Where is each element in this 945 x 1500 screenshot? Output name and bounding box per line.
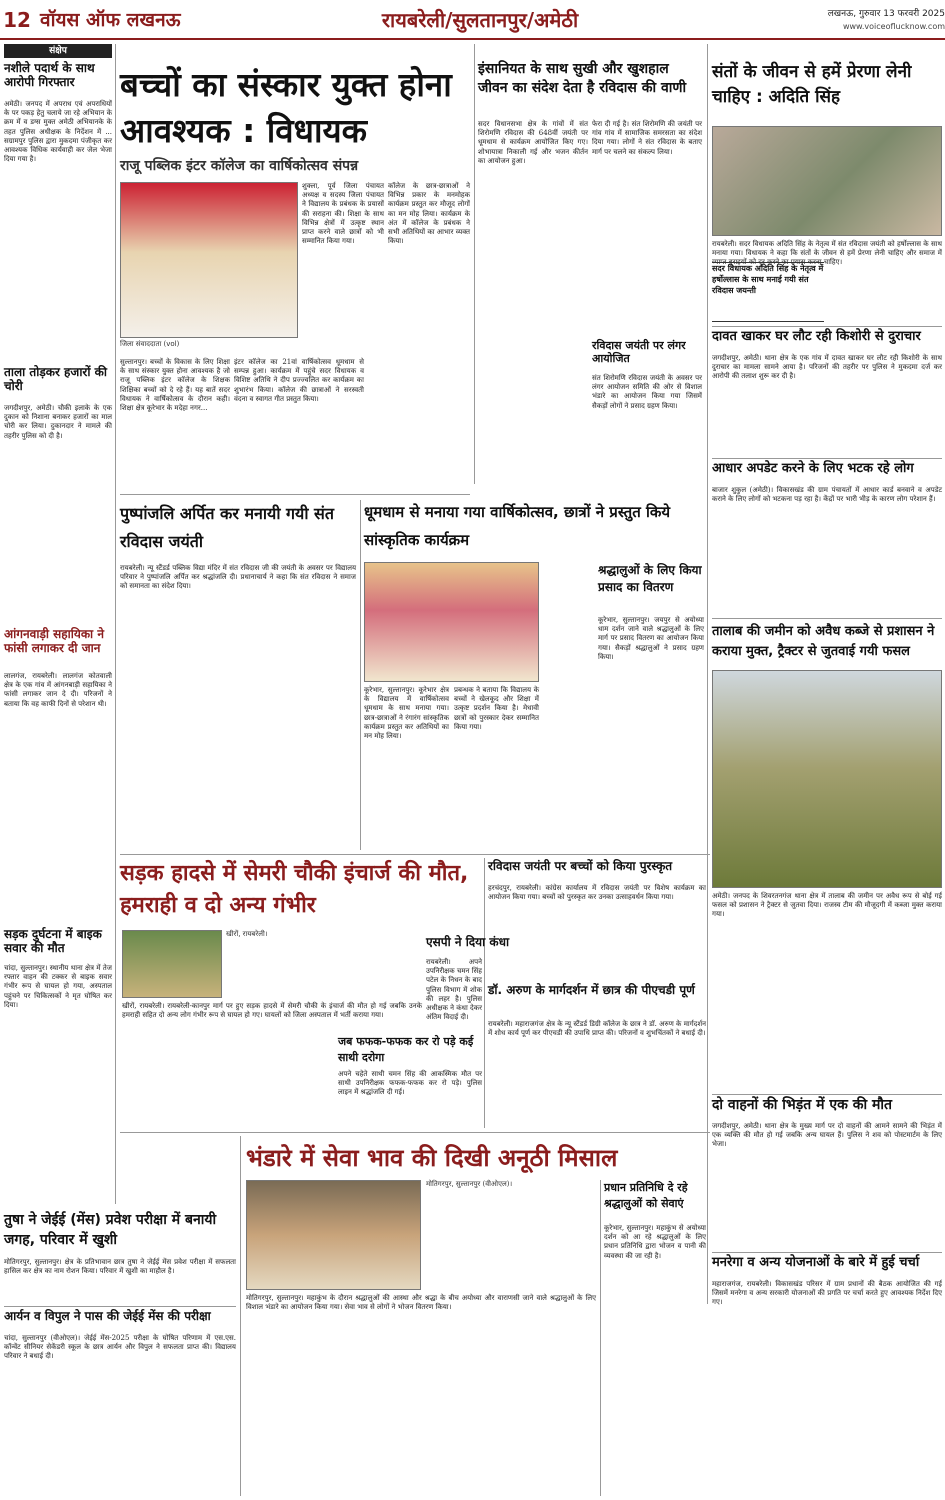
bhandara-photo-caption: मोतिगरपुर, सुल्तानपुर (वीओएल)। — [426, 1180, 513, 1188]
collision-headline: दो वाहनों की भिड़ंत में एक की मौत — [712, 1097, 892, 1113]
bhandara-headline: भंडारे में सेवा भाव की दिखी अनूठी मिसाल — [246, 1144, 618, 1172]
lead-text-2: इंटर कॉलेज का 21वां वार्षिकोत्सव धूमधाम से सम्पन्न हुआ। कार्यक्रम में पहुंचे सदर विधायक व विशिष्ट अतिथि ने दीप प्रज्ज्वलित कर कार्यक्रम का शुभारंभ किया। कॉलेज की छात्राओं ने सरस्वती वंदना व स्वागत गीत प्रस्तुत किया। — [234, 358, 364, 403]
semri-photo-caption: खीरों, रायबरेली। — [226, 930, 268, 938]
talab-photo — [712, 670, 942, 888]
brief-item-2-title: ताला तोड़कर हजारों की चोरी — [4, 365, 107, 393]
lead-subhead: राजू पब्लिक इंटर कॉलेज का वार्षिकोत्सव संपन्न — [120, 158, 359, 174]
ravidas-kids-text: हरचंदपुर, रायबरेली। कांग्रेस कार्यालय में रविदास जयंती पर विशेष कार्यक्रम का आयोजन किया गया। बच्चों को पुरस्कृत कर उनका उत्साहवर्धन किया गया। — [488, 884, 706, 902]
jee-text: मोतिगरपुर, सुल्तानपुर। क्षेत्र के प्रतिभावान छात्र तुषा ने जेईई मेंस प्रवेश परीक्षा में सफलता हासिल कर क्षेत्र का नाम रोशन किया। परिवार में खुशी का माहौल है। — [4, 1258, 236, 1276]
ravidas-text-3: संत शिरोमणि रविदास जयंती के अवसर पर लंगर आयोजन समिति की ओर से विशाल भंडारे का आयोजन किया गया जिसमें सैकड़ों लोगों ने प्रसाद ग्रहण किया। — [592, 374, 702, 410]
pradhan-headline: प्रधान प्रतिनिधि दे रहे श्रद्धालुओं को सेवाएं — [604, 1181, 688, 1210]
dawat-headline: दावत खाकर घर लौट रही किशोरी से दुराचार — [712, 329, 921, 344]
pushpanjali-headline: पुष्पांजलि अर्पित कर मनायी गयी संत रविदास जयंती — [120, 504, 334, 551]
ravidas-text-1: सदर विधानसभा क्षेत्र के गांवों में संत शिरोमणि रविदास की 648वीं जयंती पर धूमधाम से कार्यक्रम आयोजित किए गए। शोभायात्रा निकाली गई और भजन कीर्तन का आयोजन हुआ। — [478, 120, 588, 165]
aditi-photo — [712, 126, 942, 236]
ravidas-subhead-2: रविदास जयंती पर लंगर आयोजित — [592, 339, 686, 365]
page-number: 12 — [3, 8, 31, 32]
aditi-side-caption: सदर विधायक अदिति सिंह के नेतृत्व में हर्षोल्लास के साथ मनाई गयी संत रविदास जयन्ती — [712, 262, 824, 322]
masthead — [0, 0, 945, 40]
brief-item-4-text: चांदा, सुल्तानपुर। स्थानीय थाना क्षेत्र में तेज रफ्तार वाहन की टक्कर से बाइक सवार गंभीर रूप से घायल हो गया, अस्पताल पहुंचने पर चिकित्सकों ने मृत घोषित कर दिया। — [4, 964, 112, 1009]
annual-text-1: कूरेभार, सुल्तानपुर। कूरेभार क्षेत्र के विद्यालय में वार्षिकोत्सव धूमधाम के साथ मनाया गया। छात्र-छात्राओं ने रंगारंग सांस्कृतिक कार्यक्रम प्रस्तुत कर अतिथियों का मन मोह लिया। — [364, 686, 449, 741]
lead-text-1: सुल्तानपुर। बच्चों के विकास के लिए शिक्षा के साथ संस्कार युक्त होना आवश्यक है जो राजू पब्लिक इंटर कॉलेज के शिक्षक शिक्षिका बच्चों को दे रहे हैं। यह बातें सदर विधायक ने वार्षिकोत्सव के दौरान कही। शिक्षा क्षेत्र कूरेभार के मदेहा नगर... — [120, 358, 230, 413]
pradhan-text: कूरेभार, सुल्तानपुर। महाकुंभ से अयोध्या दर्शन को आ रहे श्रद्धालुओं के लिए प्रधान प्रतिनिधि द्वारा भोजन व पानी की व्यवस्था की जा रही है। — [604, 1224, 706, 1260]
aryan-headline: आर्यन व विपुल ने पास की जेईई मेंस की परीक्षा — [4, 1309, 211, 1323]
arun-headline: डॉ. अरुण के मार्गदर्शन में छात्र की पीएचडी पूर्ण — [488, 983, 695, 997]
aditi-text: रायबरेली। सदर विधायक अदिति सिंह के नेतृत्व में संत रविदास जयंती को हर्षोल्लास के साथ मनाया गया। विधायक ने कहा कि संतों के जीवन से हमें प्रेरणा लेनी चाहिए और समाज में व्याप्त बुराइयों को दूर करने का प्रयास करना चाहिए। — [712, 240, 942, 267]
annual-text-3 — [544, 562, 594, 848]
lead-text-3: शुक्ला, पूर्व जिला पंचायत अध्यक्ष व सदस्य जिला पंचायत ने विद्यालय के प्रबंधक के प्रयासों की सराहना की। शिक्षा के साथ विभिन्न क्षेत्रों में उत्कृष्ट स्थान प्राप्त करने वाले छात्रों को भी सम्मानित किया गया। — [302, 182, 384, 246]
aditi-text-cont — [828, 262, 942, 322]
brief-item-1-title: नशीले पदार्थ के साथ आरोपी गिरफ्तार — [4, 61, 95, 89]
lead-photo-caption: जिला संवाददाता (vol) — [120, 340, 180, 348]
ravidas-text-2: फेरा दी गई है। संत शिरोमणि की जयंती पर गांव गांव में सामाजिक समरसता का संदेश दिया गया। लोगों ने संत रविदास के बताए मार्ग पर चलने का संकल्प लिया। — [592, 120, 702, 156]
lead-photo — [120, 182, 298, 338]
semri-headline: सड़क हादसे में सेमरी चौकी इंचार्ज की मौत, हमराही व दो अन्य गंभीर — [120, 861, 469, 918]
phafak-text: अपने चहेते साथी चमन सिंह की आकस्मिक मौत पर साथी उपनिरीक्षक फफक-फफक कर रो पड़े। पुलिस लाइन में श्रद्धांजलि दी गई। — [338, 1070, 482, 1097]
dateline: लखनऊ, गुरुवार 13 फरवरी 2025 — [827, 9, 945, 19]
lead-headline: बच्चों का संस्कार युक्त होना आवश्यक : विधायक — [120, 65, 452, 150]
bhandara-photo — [246, 1180, 421, 1290]
ravidas-headline: इंसानियत के साथ सुखी और खुशहाल जीवन का संदेश देता है रविदास की वाणी — [478, 61, 687, 96]
annual-text-2: प्रबन्धक ने बताया कि विद्यालय के बच्चों ने खेलकूद और शिक्षा में उत्कृष्ट प्रदर्शन किया है। मेधावी छात्रों को पुरस्कार देकर सम्मानित किया गया। — [454, 686, 539, 731]
semri-photo — [122, 930, 222, 998]
phafak-headline: जब फफक-फफक कर रो पड़े कई साथी दरोगा — [338, 1035, 474, 1064]
talab-headline: तालाब की जमीन को अवैध कब्जे से प्रशासन ने कराया मुक्त, ट्रैक्टर से जुतवाई गयी फसल — [712, 624, 935, 659]
brief-label: संक्षेप — [4, 44, 112, 58]
talab-text: अमेठी। जनपद के शिवरतनगंज थाना क्षेत्र में तालाब की जमीन पर अवैध रूप से बोई गई फसल को प्रशासन ने ट्रैक्टर से जुतवा दिया। राजस्व टीम की मौजूदगी में कब्जा मुक्त कराया गया। — [712, 892, 942, 919]
manrega-headline: मनरेगा व अन्य योजनाओं के बारे में हुई चर्चा — [712, 1255, 920, 1270]
section-name: रायबरेली/सुलतानपुर/अमेठी — [381, 8, 579, 32]
annual-headline: धूमधाम से मनाया गया वार्षिकोत्सव, छात्रों ने प्रस्तुत किये सांस्कृतिक कार्यक्रम — [364, 503, 671, 549]
paper-name: वॉयस ऑफ लखनऊ — [40, 9, 181, 31]
aryan-text: चांदा, सुल्तानपुर (वीओएल)। जेईई मेंस-2025 परीक्षा के घोषित परिणाम में एस.एस. कॉन्वेंट सीनियर सेकेंडरी स्कूल के छात्र आर्यन और विपुल ने सफलता प्राप्त की। विद्यालय परिवार ने बधाई दी। — [4, 1334, 236, 1361]
dawat-text: जगदीशपुर, अमेठी। थाना क्षेत्र के एक गांव में दावत खाकर घर लौट रही किशोरी के साथ दुराचार का मामला सामने आया है। परिजनों की तहरीर पर पुलिस ने मुकदमा दर्ज कर आरोपी की तलाश शुरू कर दी है। — [712, 354, 942, 381]
aadhaar-headline: आधार अपडेट करने के लिए भटक रहे लोग — [712, 461, 914, 476]
bhandara-text: मोतिगरपुर, सुल्तानपुर। महाकुंभ के दौरान श्रद्धालुओं की आस्था और श्रद्धा के बीच अयोध्या और वाराणसी जाने वाले श्रद्धालुओं के लिए विशाल भंडारे का आयोजन किया गया। सेवा भाव से लोगों ने भोजन वितरण किया। — [246, 1294, 596, 1312]
brief-column — [4, 44, 112, 984]
ravidas-kids-headline: रविदास जयंती पर बच्चों को किया पुरस्कृत — [488, 859, 673, 873]
annual-photo — [364, 562, 539, 682]
brief-item-2-text: जगदीशपुर, अमेठी। चौकी इलाके के एक दुकान को निशाना बनाकर हजारों का माल चोरी कर लिया। दुकानदार ने मामले की तहरीर पुलिस को दी है। — [4, 404, 112, 440]
arun-text: रायबरेली। महाराजगंज क्षेत्र के न्यू स्टैंडर्ड डिग्री कॉलेज के छात्र ने डॉ. अरुण के मार्गदर्शन में शोध कार्य पूर्ण कर पीएचडी की उपाधि प्राप्त की। परिजनों व शुभचिंतकों ने बधाई दी। — [488, 1020, 706, 1038]
brief-item-3-title: आंगनवाड़ी सहायिका ने फांसी लगाकर दी जान — [4, 627, 104, 655]
pushpanjali-text: रायबरेली। न्यू स्टैंडर्ड पब्लिक विद्या मंदिर में संत रविदास जी की जयंती के अवसर पर विद्यालय परिवार ने पुष्पांजलि अर्पित कर श्रद्धांजलि दी। प्रधानाचार्य ने कहा कि संत रविदास ने समाज को समानता का संदेश दिया। — [120, 564, 356, 591]
website: www.voiceoflucknow.com — [842, 22, 945, 31]
brief-item-1-text: अमेठी। जनपद में अपराध एवं अपराधियों के पर पकड़ हेतु चलाये जा रहे अभियान के क्रम में व डग्स मुक्त अमेठी अभियानके के तहत पुलिस अधीक्षक के निर्देशन में ... सग्रामपुर पुलिस द्वारा मुकदमा पंजीकृत कर आवश्यक विधिक कार्यवाही कर जेल भेजा दिया गया है। — [4, 100, 112, 164]
jee-headline: तुषा ने जेईई (मेंस) प्रवेश परीक्षा में बनायी जगह, परिवार में खुशी — [4, 1212, 217, 1248]
sp-text: रायबरेली। अपने उपनिरीक्षक चमन सिंह पटेल के निधन के बाद पुलिस विभाग में शोक की लहर है। पुलिस अधीक्षक ने कंधा देकर अंतिम विदाई दी। — [426, 958, 482, 1022]
aditi-headline: संतों के जीवन से हमें प्रेरणा लेनी चाहिए : अदिति सिंह — [712, 62, 912, 107]
semri-text: खीरों, रायबरेली। रायबरेली-कानपुर मार्ग पर हुए सड़क हादसे में सेमरी चौकी के इंचार्ज की मौत हो गई जबकि उनके हमराही सहित दो अन्य लोग गंभीर रूप से घायल हो गए। घायलों को जिला अस्पताल में भर्ती कराया गया। — [122, 1002, 422, 1020]
prasad-text: कूरेभार, सुल्तानपुर। जयपुर से अयोध्या धाम दर्शन जाने वाले श्रद्धालुओं के लिए मार्ग पर प्रसाद वितरण का आयोजन किया गया। सैकड़ों श्रद्धालुओं ने प्रसाद ग्रहण किया। — [598, 616, 704, 661]
brief-item-3-text: लालगंज, रायबरेली। लालगंज कोतवाली क्षेत्र के एक गांव में आंगनबाड़ी सहायिका ने फांसी लगाकर जान दे दी। परिजनों ने बताया कि वह काफी दिनों से परेशान थी। — [4, 672, 112, 708]
aadhaar-text: बाजार शुकुल (अमेठी)। विकासखंड की ग्राम पंचायतों में आधार कार्ड बनवाने व अपडेट कराने के लिए लोगों को भटकना पड़ रहा है। केंद्रों पर भारी भीड़ के कारण लोग परेशान हैं। — [712, 486, 942, 504]
collision-text: जगदीशपुर, अमेठी। थाना क्षेत्र के मुख्य मार्ग पर दो वाहनों की आमने सामने की भिड़ंत में एक व्यक्ति की मौत हो गई जबकि अन्य घायल हैं। पुलिस ने शव को पोस्टमार्टम के लिए भेजा। — [712, 1122, 942, 1149]
prasad-headline: श्रद्धालुओं के लिए किया प्रसाद का वितरण — [598, 563, 702, 594]
sp-headline: एसपी ने दिया कंधा — [426, 935, 510, 949]
brief-item-4-title: सड़क दुर्घटना में बाइक सवार की मौत — [4, 927, 102, 955]
manrega-text: महाराजगंज, रायबरेली। विकासखंड परिसर में ग्राम प्रधानों की बैठक आयोजित की गई जिसमें मनरेगा व अन्य सरकारी योजनाओं की प्रगति पर चर्चा करते हुए आवश्यक निर्देश दिए गए। — [712, 1280, 942, 1307]
lead-text-4: कॉलेज के छात्र-छात्राओं ने विभिन्न प्रकार के मनमोहक कार्यक्रम प्रस्तुत कर मौजूद लोगों का मन मोह लिया। कार्यक्रम के अंत में कॉलेज के प्रबंधक ने सभी अतिथियों का आभार व्यक्त किया। — [388, 182, 470, 246]
